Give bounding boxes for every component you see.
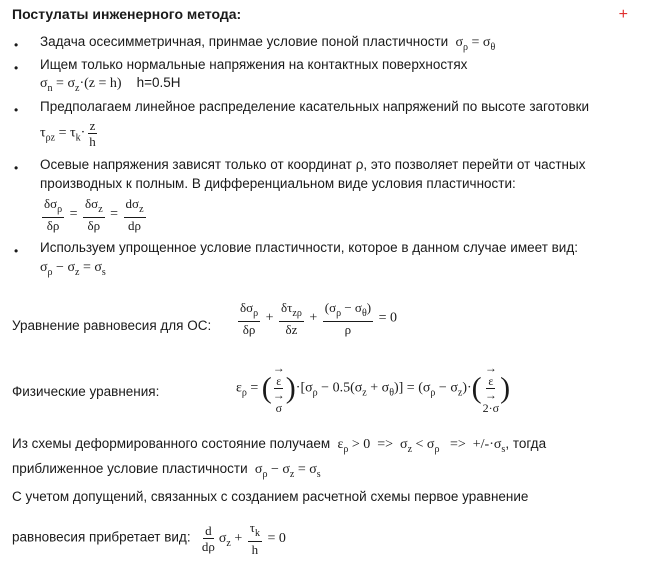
bullet-icon: • [14, 161, 19, 175]
bullet-5-text: Используем упрощенное условие пластичности, которое в данном случае имеет вид: [40, 240, 578, 255]
formula-full-plasticity: $\sigma_\rho = \sigma_\theta$ [451, 35, 496, 53]
bullet-4-text: Осевые напряжения зависят только от координат ρ, это позволяет перейти от частных [40, 157, 586, 172]
bullet-2-formula: $\sigma_n = \sigma_z\cdot(z = h)$ h=0.5H [40, 75, 181, 94]
equilibrium-label: Уравнение равновесия для ОС: [12, 318, 212, 333]
bullet-1 [40, 34, 495, 53]
bullet-1-text: Задача осесимметричная, принмае условие поной пластичности [40, 34, 449, 49]
final-line-1: С учетом допущений, связанных с созданием расчетной схемы первое уравнение [12, 489, 529, 504]
h-note: h=0.5H [136, 75, 181, 90]
bullet-3-text: Предполагаем линейное распределение касательных напряжений по высоте заготовки [40, 99, 590, 114]
formula-differential: $\frac{\delta\sigma_\rho}{\delta\rho}$ = $\frac{\delta\sigma_z}{\delta\rho}$ = $\frac{d\sigma_z}{d\rho}$ [44, 196, 144, 233]
bullet-icon: • [14, 61, 19, 75]
formula-shear: $\tau_{\rho z} = \tau_k\cdot$ $\frac{z}{h}$ [40, 118, 96, 149]
scheme-line-2: приближенное условие пластичности $\sigma_\rho - \sigma_z = \sigma_s$ [12, 461, 321, 480]
plus-icon[interactable]: + [618, 6, 628, 23]
formula-physical: $\varepsilon_\rho$ = ( → ε → σ )$\cdot[\sigma_\rho - 0.5(\sigma_z + \sigma_\theta)] = (\sigma_\rho - \sigma_z)\cdot$( → ε → 2·σ ) [236, 361, 511, 415]
bullet-2-text: Ищем только нормальные напряжения на контактных поверхностях [40, 57, 468, 72]
formula-simplified-plasticity: $\sigma_\rho - \sigma_z = \sigma_s$ [40, 260, 106, 278]
final-line-2: равновесия прибретает вид: $\frac{d}{d\rho}$ $\sigma_z$ + $\frac{\tau_k}{h}$ = 0 [12, 520, 286, 557]
bullet-icon: • [14, 103, 19, 117]
formula-equilibrium: $\frac{\delta\sigma_\rho}{\delta\rho}$ + $\frac{\delta\tau_{z\rho}}{\delta z}$ + $\frac{(\sigma_\rho - \sigma_\theta)}{\rho}$ = 0 [240, 300, 397, 337]
page-title: Постулаты инженерного метода: [12, 6, 242, 22]
bullet-4-text2: производных к полным. В дифференциальном виде условия пластичности: [40, 176, 516, 191]
physical-label: Физические уравнения: [12, 384, 160, 399]
formula-final: $\frac{d}{d\rho}$ $\sigma_z$ + $\frac{\tau_k}{h}$ = 0 [201, 520, 286, 557]
bullet-icon: • [14, 38, 19, 52]
scheme-line-1: Из схемы деформированного состояние получаем $\varepsilon_\rho > 0 => \sigma_z < \sigma_\rho => +/-\cdot\sigma_s$, тогда [12, 436, 547, 455]
bullet-icon: • [14, 244, 19, 258]
